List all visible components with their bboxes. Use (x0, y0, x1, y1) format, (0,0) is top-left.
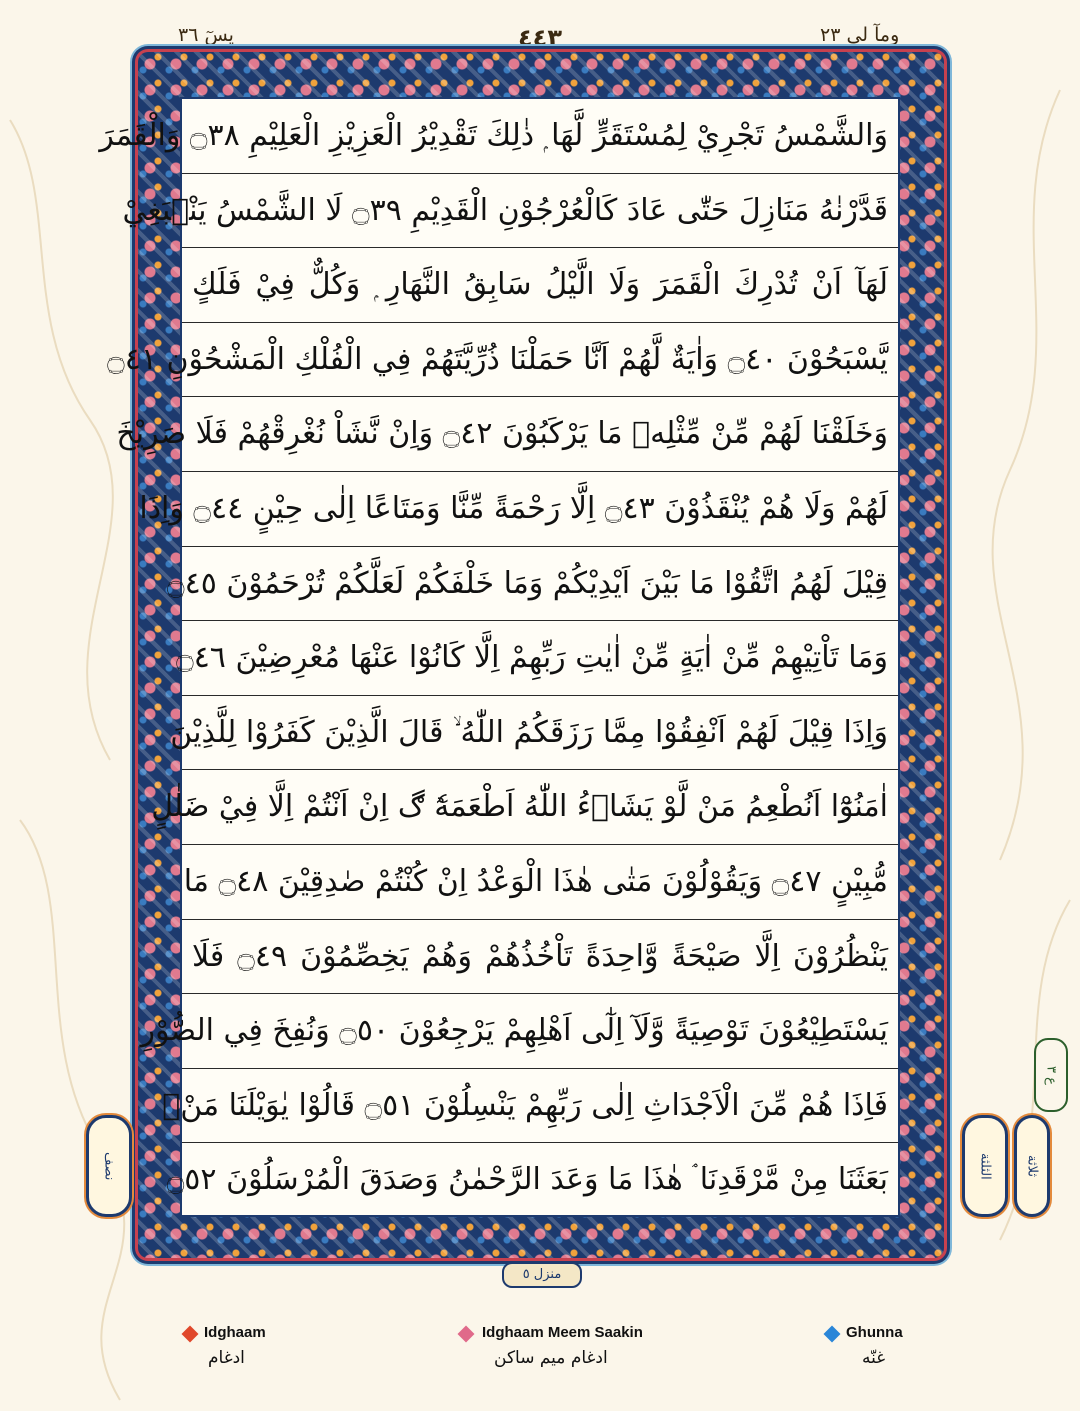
diamond-icon (458, 1326, 475, 1343)
text-line: بَعَثَنَا مِنْ مَّرْقَدِنَا ۘ هٰذَا مَا وَعَدَ الرَّحْمٰنُ وَصَدَقَ الْمُرْسَلُوْنَ ۝٥٢ (166, 1162, 888, 1198)
text-line: يَّسْبَحُوْنَ ۝٤٠ وَاٰيَةٌ لَّهُمْ اَنَّا حَمَلْنَا ذُرِّيَّتَهُمْ فِي الْفُلْكِ الْمَشْحُوْنِ ۝٤١ (182, 323, 898, 398)
tajweed-legend (0, 1324, 1080, 1411)
legend-label-ur: غنّه (862, 1348, 886, 1368)
third-marker-medallion: الثلثة (962, 1115, 1008, 1217)
text-line: وَخَلَقْنَا لَهُمْ مِّنْ مِّثْلِهٖ مَا يَرْكَبُوْنَ ۝٤٢ وَاِنْ نَّشَاْ نُغْرِقْهُمْ فَلَا صَرِيْخَ (182, 397, 898, 472)
text-line: يَنْظُرُوْنَ اِلَّا صَيْحَةً وَّاحِدَةً تَاْخُذُهُمْ وَهُمْ يَخِصِّمُوْنَ ۝٤٩ فَلَا (182, 920, 898, 995)
legend-label-en: Ghunna (846, 1324, 903, 1341)
text-line: قَدَّرْنٰهُ مَنَازِلَ حَتّٰى عَادَ كَالْعُرْجُوْنِ الْقَدِيْمِ ۝٣٩ لَا الشَّمْسُ يَنْۢبَغِيْ (182, 174, 898, 249)
surah-name: يسٓ ٣٦ (178, 24, 234, 46)
text-line: يَسْتَطِيْعُوْنَ تَوْصِيَةً وَّلَآ اِلٰٓى اَهْلِهِمْ يَرْجِعُوْنَ ۝٥٠ وَنُفِخَ فِي الصُّوْرِ (182, 994, 898, 1069)
text-line: وَمَا تَاْتِيْهِمْ مِّنْ اٰيَةٍ مِّنْ اٰيٰتِ رَبِّهِمْ اِلَّا كَانُوْا عَنْهَا مُعْرِضِيْنَ ۝٤٦ (182, 621, 898, 696)
legend-label-ur: ادغام (208, 1348, 245, 1368)
page-number: ٤٤٣ (518, 24, 562, 52)
legend-label-ur: ادغام میم ساکن (494, 1348, 608, 1368)
manzil-tag: منزل ٥ (502, 1262, 582, 1288)
juz-name: ومآ لى ٢٣ (820, 24, 900, 46)
text-line: لَهَآ اَنْ تُدْرِكَ الْقَمَرَ وَلَا الَّيْلُ سَابِقُ النَّهَارِ ۭ وَكُلٌّ فِيْ فَلَكٍ (182, 248, 898, 323)
text-line: فَاِذَا هُمْ مِّنَ الْاَجْدَاثِ اِلٰى رَبِّهِمْ يَنْسِلُوْنَ ۝٥١ قَالُوْا يٰوَيْلَنَا مَنْۢ (182, 1069, 898, 1144)
ruku-medallion: ثلاثة (1014, 1115, 1050, 1217)
text-line: وَالشَّمْسُ تَجْرِيْ لِمُسْتَقَرٍّ لَّهَا ۭ ذٰلِكَ تَقْدِيْرُ الْعَزِيْزِ الْعَلِيْمِ ۝٣٨ وَالْقَمَرَ (182, 99, 898, 174)
half-marker-medallion: نصف (86, 1115, 132, 1217)
text-line: مُّبِيْنٍ ۝٤٧ وَيَقُوْلُوْنَ مَتٰى هٰذَا الْوَعْدُ اِنْ كُنْتُمْ صٰدِقِيْنَ ۝٤٨ مَا (182, 845, 898, 920)
text-line: لَهُمْ وَلَا هُمْ يُنْقَذُوْنَ ۝٤٣ اِلَّا رَحْمَةً مِّنَّا وَمَتَاعًا اِلٰى حِيْنٍ ۝٤٤ وَاِذَا (182, 472, 898, 547)
diamond-icon (824, 1326, 841, 1343)
legend-label-en: Idghaam (204, 1324, 266, 1341)
legend-label-en: Idghaam Meem Saakin (482, 1324, 643, 1341)
ruku-marker: ع ٣ (1034, 1038, 1068, 1112)
text-line: وَاِذَا قِيْلَ لَهُمْ اَنْفِقُوْا مِمَّا رَزَقَكُمُ اللّٰهُ ۙ قَالَ الَّذِيْنَ كَفَرُوْا لِلَّذِيْنَ (182, 696, 898, 771)
text-line: قِيْلَ لَهُمُ اتَّقُوْا مَا بَيْنَ اَيْدِيْكُمْ وَمَا خَلْفَكُمْ لَعَلَّكُمْ تُرْحَمُوْنَ ۝٤٥ (182, 547, 898, 622)
diamond-icon (182, 1326, 199, 1343)
text-line: اٰمَنُوْٓا اَنُطْعِمُ مَنْ لَّوْ يَشَاۗءُ اللّٰهُ اَطْعَمَهٗٓ ڰ اِنْ اَنْتُمْ اِلَّا فِيْ ضَلٰلٍ (182, 770, 898, 845)
